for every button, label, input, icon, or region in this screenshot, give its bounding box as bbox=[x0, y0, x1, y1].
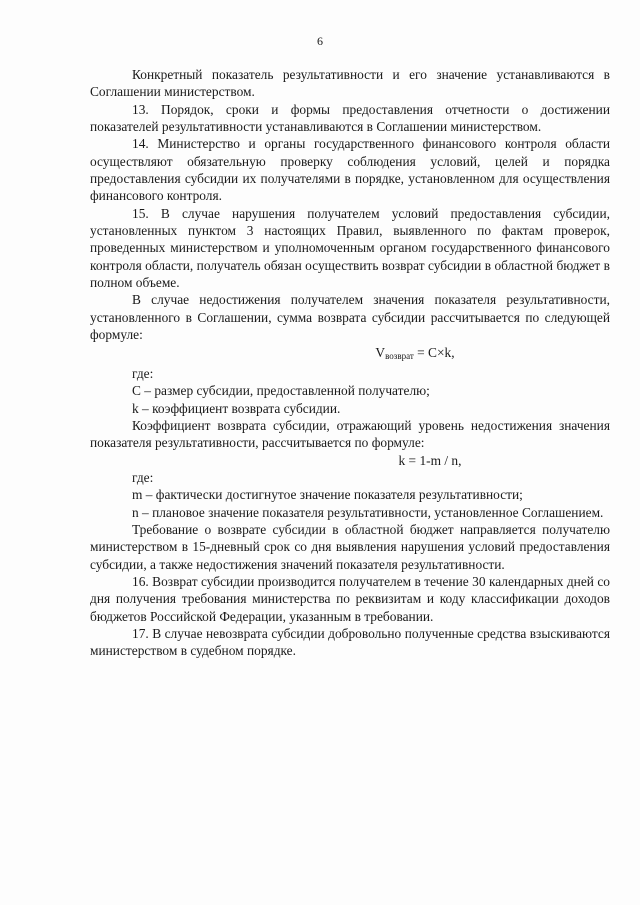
formula-refund bbox=[90, 344, 610, 365]
definition-n: n – плановое значение показателя результативности, установленное Соглашением. bbox=[132, 504, 604, 520]
paragraph-16-refund: 16. Возврат субсидии производится получателем в течение 30 календарных дней со дня получения требования министерства по реквизитам и коду классификации доходов бюджетов Российской Федерации, указанным в требовании. bbox=[90, 573, 610, 624]
where-label-2: где: bbox=[132, 469, 154, 485]
formula-refund-v: V bbox=[375, 344, 386, 360]
paragraph-13-reporting: 13. Порядок, сроки и формы предоставления отчетности о достижении показателей результативности устанавливаются в Соглашении министерством. bbox=[90, 101, 610, 135]
page-number: 6 bbox=[317, 34, 323, 48]
paragraph-15-shortfall: В случае недостижения получателем значения показателя результативности, установленного в Соглашении, сумма возврата субсидии рассчитывается по следующей формуле: bbox=[90, 292, 610, 343]
formula-coefficient: k = 1-m / n, bbox=[398, 452, 462, 468]
paragraph-17-enforcement: 17. В случае невозврата субсидии добровольно полученные средства взыскиваются министерством в судебном порядке. bbox=[90, 626, 610, 659]
where-label-1: где: bbox=[132, 365, 154, 381]
paragraph-15-violation: 15. В случае нарушения получателем условий предоставления субсидии, установленных пунктом 3 настоящих Правил, выявленного по фактам проверок, проведенных министерством и уполномоченным органом государственного финансового контроля области, получатель обязан осуществить возврат субсидии в областной бюджет в полном объеме. bbox=[90, 205, 610, 291]
paragraph-indicator-value: Конкретный показатель результативности и его значение устанавливаются в Соглашении министерством. bbox=[90, 67, 610, 100]
paragraph-coefficient: Коэффициент возврата субсидии, отражающий уровень недостижения значения показателя результативности, рассчитывается по формуле: bbox=[90, 417, 610, 451]
paragraph-14-control: 14. Министерство и органы государственного финансового контроля области осуществляют обязательную проверку соблюдения условий, целей и порядка предоставления субсидии их получателями в порядке, установленном для осуществления финансового контроля. bbox=[90, 136, 610, 204]
document-body bbox=[90, 66, 610, 660]
definition-c: C – размер субсидии, предоставленной получателю; bbox=[132, 383, 430, 399]
formula-refund-sub: возврат bbox=[385, 350, 414, 361]
formula-refund-rest: = C×k, bbox=[413, 344, 455, 360]
definition-m: m – фактически достигнутое значение показателя результативности; bbox=[132, 487, 523, 503]
definition-k: k – коэффициент возврата субсидии. bbox=[132, 400, 341, 416]
paragraph-refund-requirement: Требование о возврате субсидии в областной бюджет направляется получателю министерством в 15-дневный срок со дня выявления нарушения условий предоставления субсидии, а также недостижения значений показателя результативности. bbox=[90, 521, 610, 572]
